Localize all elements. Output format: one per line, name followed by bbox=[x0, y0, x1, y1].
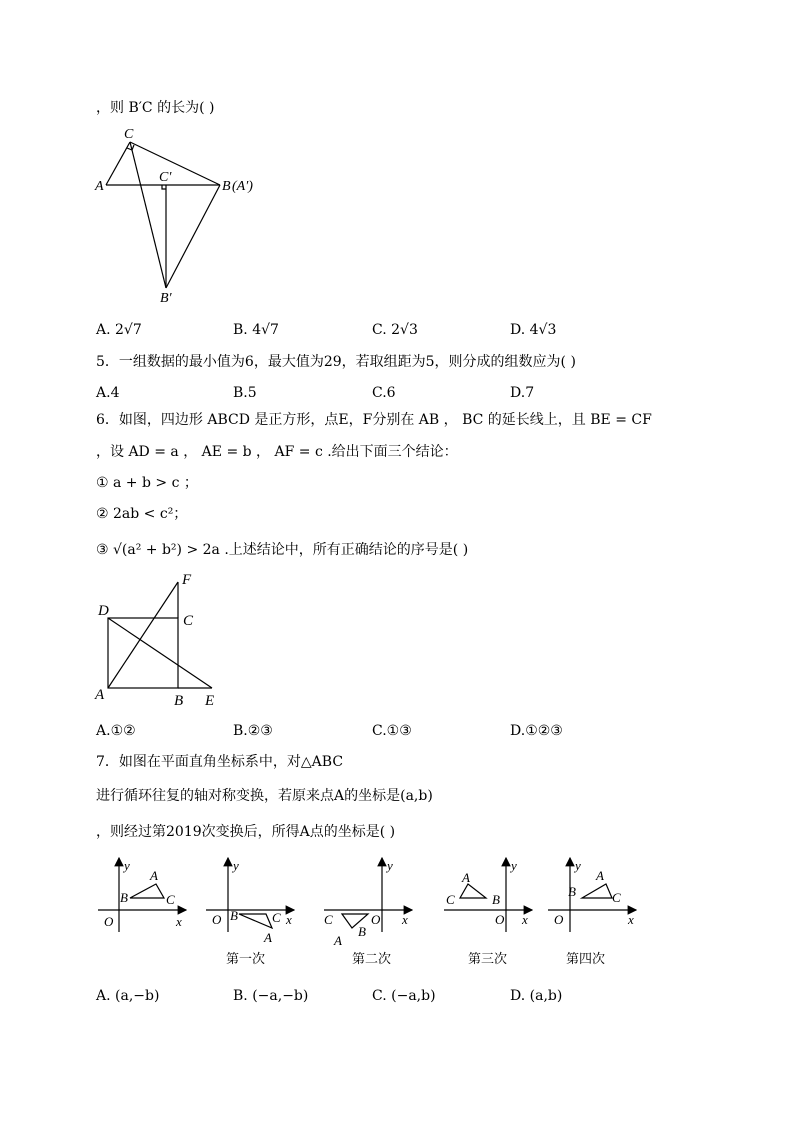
q6-label-D: D bbox=[98, 603, 109, 619]
q6-conclusion-1: ① a + b > c ； bbox=[96, 475, 198, 491]
q7-option-d[interactable]: D. (a,b) bbox=[510, 988, 563, 1004]
q4-label-A: A bbox=[95, 179, 104, 194]
q7-p0-o: O bbox=[104, 914, 114, 929]
q7-option-c[interactable]: C. (−a,b) bbox=[372, 988, 436, 1004]
q7-p2-vertex-c: C bbox=[324, 912, 333, 927]
q4-label-Cprime: C′ bbox=[159, 170, 172, 185]
q5-option-a[interactable]: A.4 bbox=[96, 385, 120, 401]
q4-figure bbox=[92, 122, 272, 307]
q4-option-a[interactable]: A. 2√7 bbox=[96, 322, 142, 338]
q7-p1-y: y bbox=[233, 858, 239, 873]
q4-label-C: C bbox=[124, 127, 134, 142]
q4-label-B: B bbox=[222, 179, 231, 194]
q7-option-a[interactable]: A. (a,−b) bbox=[96, 988, 160, 1004]
q7-p3-vertex-c: C bbox=[446, 892, 455, 907]
q6-label-C: C bbox=[183, 613, 194, 629]
q6-label-F: F bbox=[182, 572, 192, 588]
q7-p4-o: O bbox=[554, 912, 564, 927]
q6-option-b[interactable]: B.②③ bbox=[233, 723, 273, 739]
q7-option-b[interactable]: B. (−a,−b) bbox=[233, 988, 309, 1004]
q7-caption-4: 第四次 bbox=[566, 952, 606, 967]
q7-caption-3: 第三次 bbox=[468, 952, 508, 967]
q5-option-c[interactable]: C.6 bbox=[372, 385, 396, 401]
q7-question-line3: ，则经过第2019次变换后，所得A点的坐标是( ) bbox=[96, 824, 396, 840]
q7-p4-x: x bbox=[628, 912, 634, 927]
q6-label-B: B bbox=[174, 693, 184, 709]
q4-label-Aprime: (A′) bbox=[232, 179, 253, 194]
q7-p2-o: O bbox=[371, 912, 381, 927]
q7-p0-y: y bbox=[124, 858, 130, 873]
q7-p3-x: x bbox=[522, 912, 528, 927]
q7-p0-vertex-b: B bbox=[120, 890, 128, 905]
q7-p4-y: y bbox=[575, 858, 581, 873]
q7-p2-vertex-a: A bbox=[334, 933, 342, 948]
q5-option-b[interactable]: B.5 bbox=[233, 385, 257, 401]
q7-p4-vertex-c: C bbox=[612, 890, 621, 905]
q7-p2-x: x bbox=[402, 912, 408, 927]
q7-p4-vertex-b: B bbox=[568, 884, 576, 899]
q6-label-A: A bbox=[95, 687, 105, 703]
q6-conclusion-2: ② 2ab < c²； bbox=[96, 506, 188, 522]
q7-p3-vertex-a: A bbox=[462, 870, 470, 885]
q7-caption-2: 第二次 bbox=[352, 952, 392, 967]
q6-label-E: E bbox=[205, 693, 215, 709]
q7-p0-vertex-c: C bbox=[166, 892, 175, 907]
q7-p2-y: y bbox=[387, 858, 393, 873]
q5-option-d[interactable]: D.7 bbox=[510, 385, 535, 401]
q7-p1-vertex-c: C bbox=[272, 910, 281, 925]
q7-p2-vertex-b: B bbox=[358, 924, 366, 939]
q7-question-line1: 7．如图在平面直角坐标系中，对△ABC bbox=[96, 754, 344, 770]
q7-p0-vertex-a: A bbox=[150, 868, 158, 883]
q4-option-d[interactable]: D. 4√3 bbox=[510, 322, 557, 338]
q6-question-line1: 6．如图，四边形 ABCD 是正方形，点E，F分别在 AB ， BC 的延长线上，且 BE = CF bbox=[96, 412, 652, 428]
q7-p1-vertex-b: B bbox=[230, 908, 238, 923]
q7-caption-1: 第一次 bbox=[226, 952, 266, 967]
q7-question-line2: 进行循环往复的轴对称变换，若原来点A的坐标是(a,b) bbox=[96, 788, 433, 804]
q4-label-Bprime: B′ bbox=[160, 291, 172, 306]
q7-p1-o: O bbox=[212, 912, 222, 927]
q4-question-tail: ，则 B′C 的长为( ) bbox=[96, 100, 215, 116]
q7-p4-vertex-a: A bbox=[596, 868, 604, 883]
q5-question: 5．一组数据的最小值为6，最大值为29，若取组距为5，则分成的组数应为( ) bbox=[96, 354, 576, 370]
q4-option-c[interactable]: C. 2√3 bbox=[372, 322, 418, 338]
q6-option-d[interactable]: D.①②③ bbox=[510, 723, 563, 739]
q6-question-line2: ，设 AD = a ， AE = b ， AF = c .给出下面三个结论： bbox=[96, 444, 458, 460]
q7-p1-x: x bbox=[286, 912, 292, 927]
q7-p3-y: y bbox=[511, 858, 517, 873]
q7-p1-vertex-a: A bbox=[264, 930, 272, 945]
q7-p0-x: x bbox=[176, 914, 182, 929]
q6-option-c[interactable]: C.①③ bbox=[372, 723, 412, 739]
q6-conclusion-3: ③ √(a² + b²) > 2a .上述结论中，所有正确结论的序号是( ) bbox=[96, 542, 469, 558]
q4-option-b[interactable]: B. 4√7 bbox=[233, 322, 279, 338]
q7-p3-o: O bbox=[495, 912, 505, 927]
q7-p3-vertex-b: B bbox=[492, 892, 500, 907]
q6-figure bbox=[92, 568, 232, 713]
q6-option-a[interactable]: A.①② bbox=[96, 723, 136, 739]
